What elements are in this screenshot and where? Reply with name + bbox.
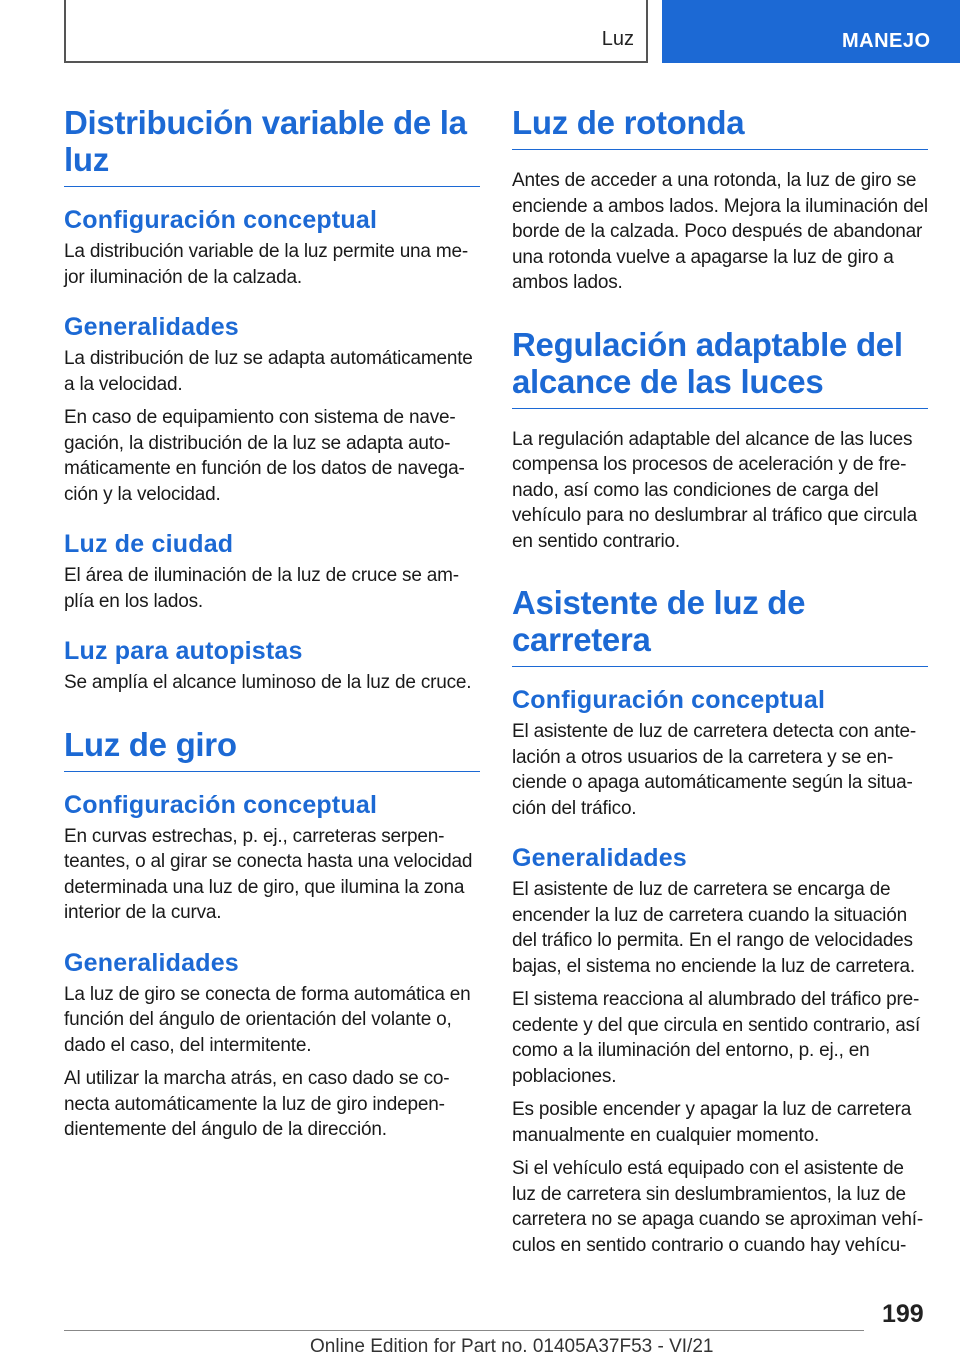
paragraph-generalidades-asistente-3: Es posible encender y apagar la luz de carretera manualmente en cualquier momento. <box>512 1099 912 1146</box>
paragraph-generalidades-1: La distribución de luz se adapta automáticamente a la velocidad. <box>64 348 473 395</box>
paragraph-regulacion-adaptable: La regulación adaptable del alcance de las luces compensa los procesos de aceleración y de frenado, así como las condiciones de carga del vehículo para no deslumbrar al tráfico que circula en sentido contrario. <box>512 428 918 552</box>
subheading-configuracion: Configuración conceptual <box>64 206 378 234</box>
paragraph-generalidades-2: En caso de equipamiento con sistema de navegación, la distribución de la luz se adapta automáticamente en función de los datos de navegación y la velocidad. <box>64 407 465 505</box>
subheading-generalidades-giro: Generalidades <box>64 948 239 977</box>
right-column <box>512 104 928 1258</box>
header-frame <box>64 0 648 63</box>
subheading-generalidades: Generalidades <box>64 313 239 341</box>
left-column <box>64 104 480 1143</box>
paragraph-generalidades-asistente-1: El asistente de luz de carretera se encarga de encender la luz de carretera cuando la situación del tráfico lo permita. En el rango de velocidades bajas, el sistema no enciende la luz de carretera. <box>512 879 915 977</box>
heading-asistente-luz-carretera: Asistente de luz de carretera <box>512 584 928 667</box>
paragraph-configuracion: La distribución variable de la luz permite una mejor iluminación de la calzada. <box>64 241 469 288</box>
heading-distribucion-variable: Distribución variable de la luz <box>64 104 480 187</box>
subheading-generalidades-asistente: Generalidades <box>512 844 687 872</box>
page-number: 199 <box>882 1300 924 1328</box>
subheading-luz-autopistas: Luz para autopistas <box>64 637 303 665</box>
paragraph-luz-ciudad: El área de iluminación de la luz de cruce se amplía en los lados. <box>64 565 460 612</box>
footer-divider <box>64 1330 864 1331</box>
subheading-luz-ciudad: Luz de ciudad <box>64 530 234 558</box>
header-section-title: Luz <box>601 28 634 50</box>
heading-regulacion-adaptable: Regulación adaptable del alcance de las luces <box>512 326 928 409</box>
paragraph-generalidades-asistente-4: Si el vehículo está equipado con el asistente de luz de carretera sin deslumbramientos, la luz de carretera no se apaga cuando se aproximan vehículos en sentido contrario o cuando hay vehícu- <box>512 1158 924 1256</box>
heading-luz-rotonda: Luz de rotonda <box>512 104 928 150</box>
heading-luz-giro: Luz de giro <box>64 726 480 772</box>
header-chapter-tab[interactable] <box>662 0 960 63</box>
paragraph-generalidades-giro-2: Al utilizar la marcha atrás, en caso dado se conecta automáticamente la luz de giro independientemente del ángulo de la dirección. <box>64 1068 450 1140</box>
subheading-configuracion-giro: Configuración conceptual <box>64 790 378 819</box>
paragraph-luz-rotonda: Antes de acceder a una rotonda, la luz de giro se enciende a ambos lados. Mejora la iluminación del borde de la calzada. Poco después de abandonar una rotonda vuelve a apagarse la luz de giro a ambos lados. <box>512 170 928 293</box>
paragraph-generalidades-asistente-2: El sistema reacciona al alumbrado del tráfico precedente y del que circula en sentido contrario, así como a la iluminación del entorno, p. ej., en poblaciones. <box>512 989 921 1087</box>
paragraph-generalidades-giro-1: La luz de giro se conecta de forma automática en función del ángulo de orientación del volante o, dado el caso, del intermitente. <box>64 983 471 1056</box>
paragraph-configuracion-asistente: El asistente de luz de carretera detecta con antelación a otros usuarios de la carretera y se enciende o apaga automáticamente según la situación del tráfico. <box>512 721 917 819</box>
subheading-configuracion-asistente: Configuración conceptual <box>512 686 826 714</box>
paragraph-configuracion-giro: En curvas estrechas, p. ej., carreteras serpenteantes, o al girar se conecta hasta una velocidad determinada una luz de giro, que ilumina la zona interior de la curva. <box>64 825 473 923</box>
header-chapter-label: MANEJO <box>842 30 931 52</box>
paragraph-luz-autopistas: Se amplía el alcance luminoso de la luz de cruce. <box>64 672 472 693</box>
footer-edition: Online Edition for Part no. 01405A37F53 - VI/21 <box>310 1336 714 1357</box>
